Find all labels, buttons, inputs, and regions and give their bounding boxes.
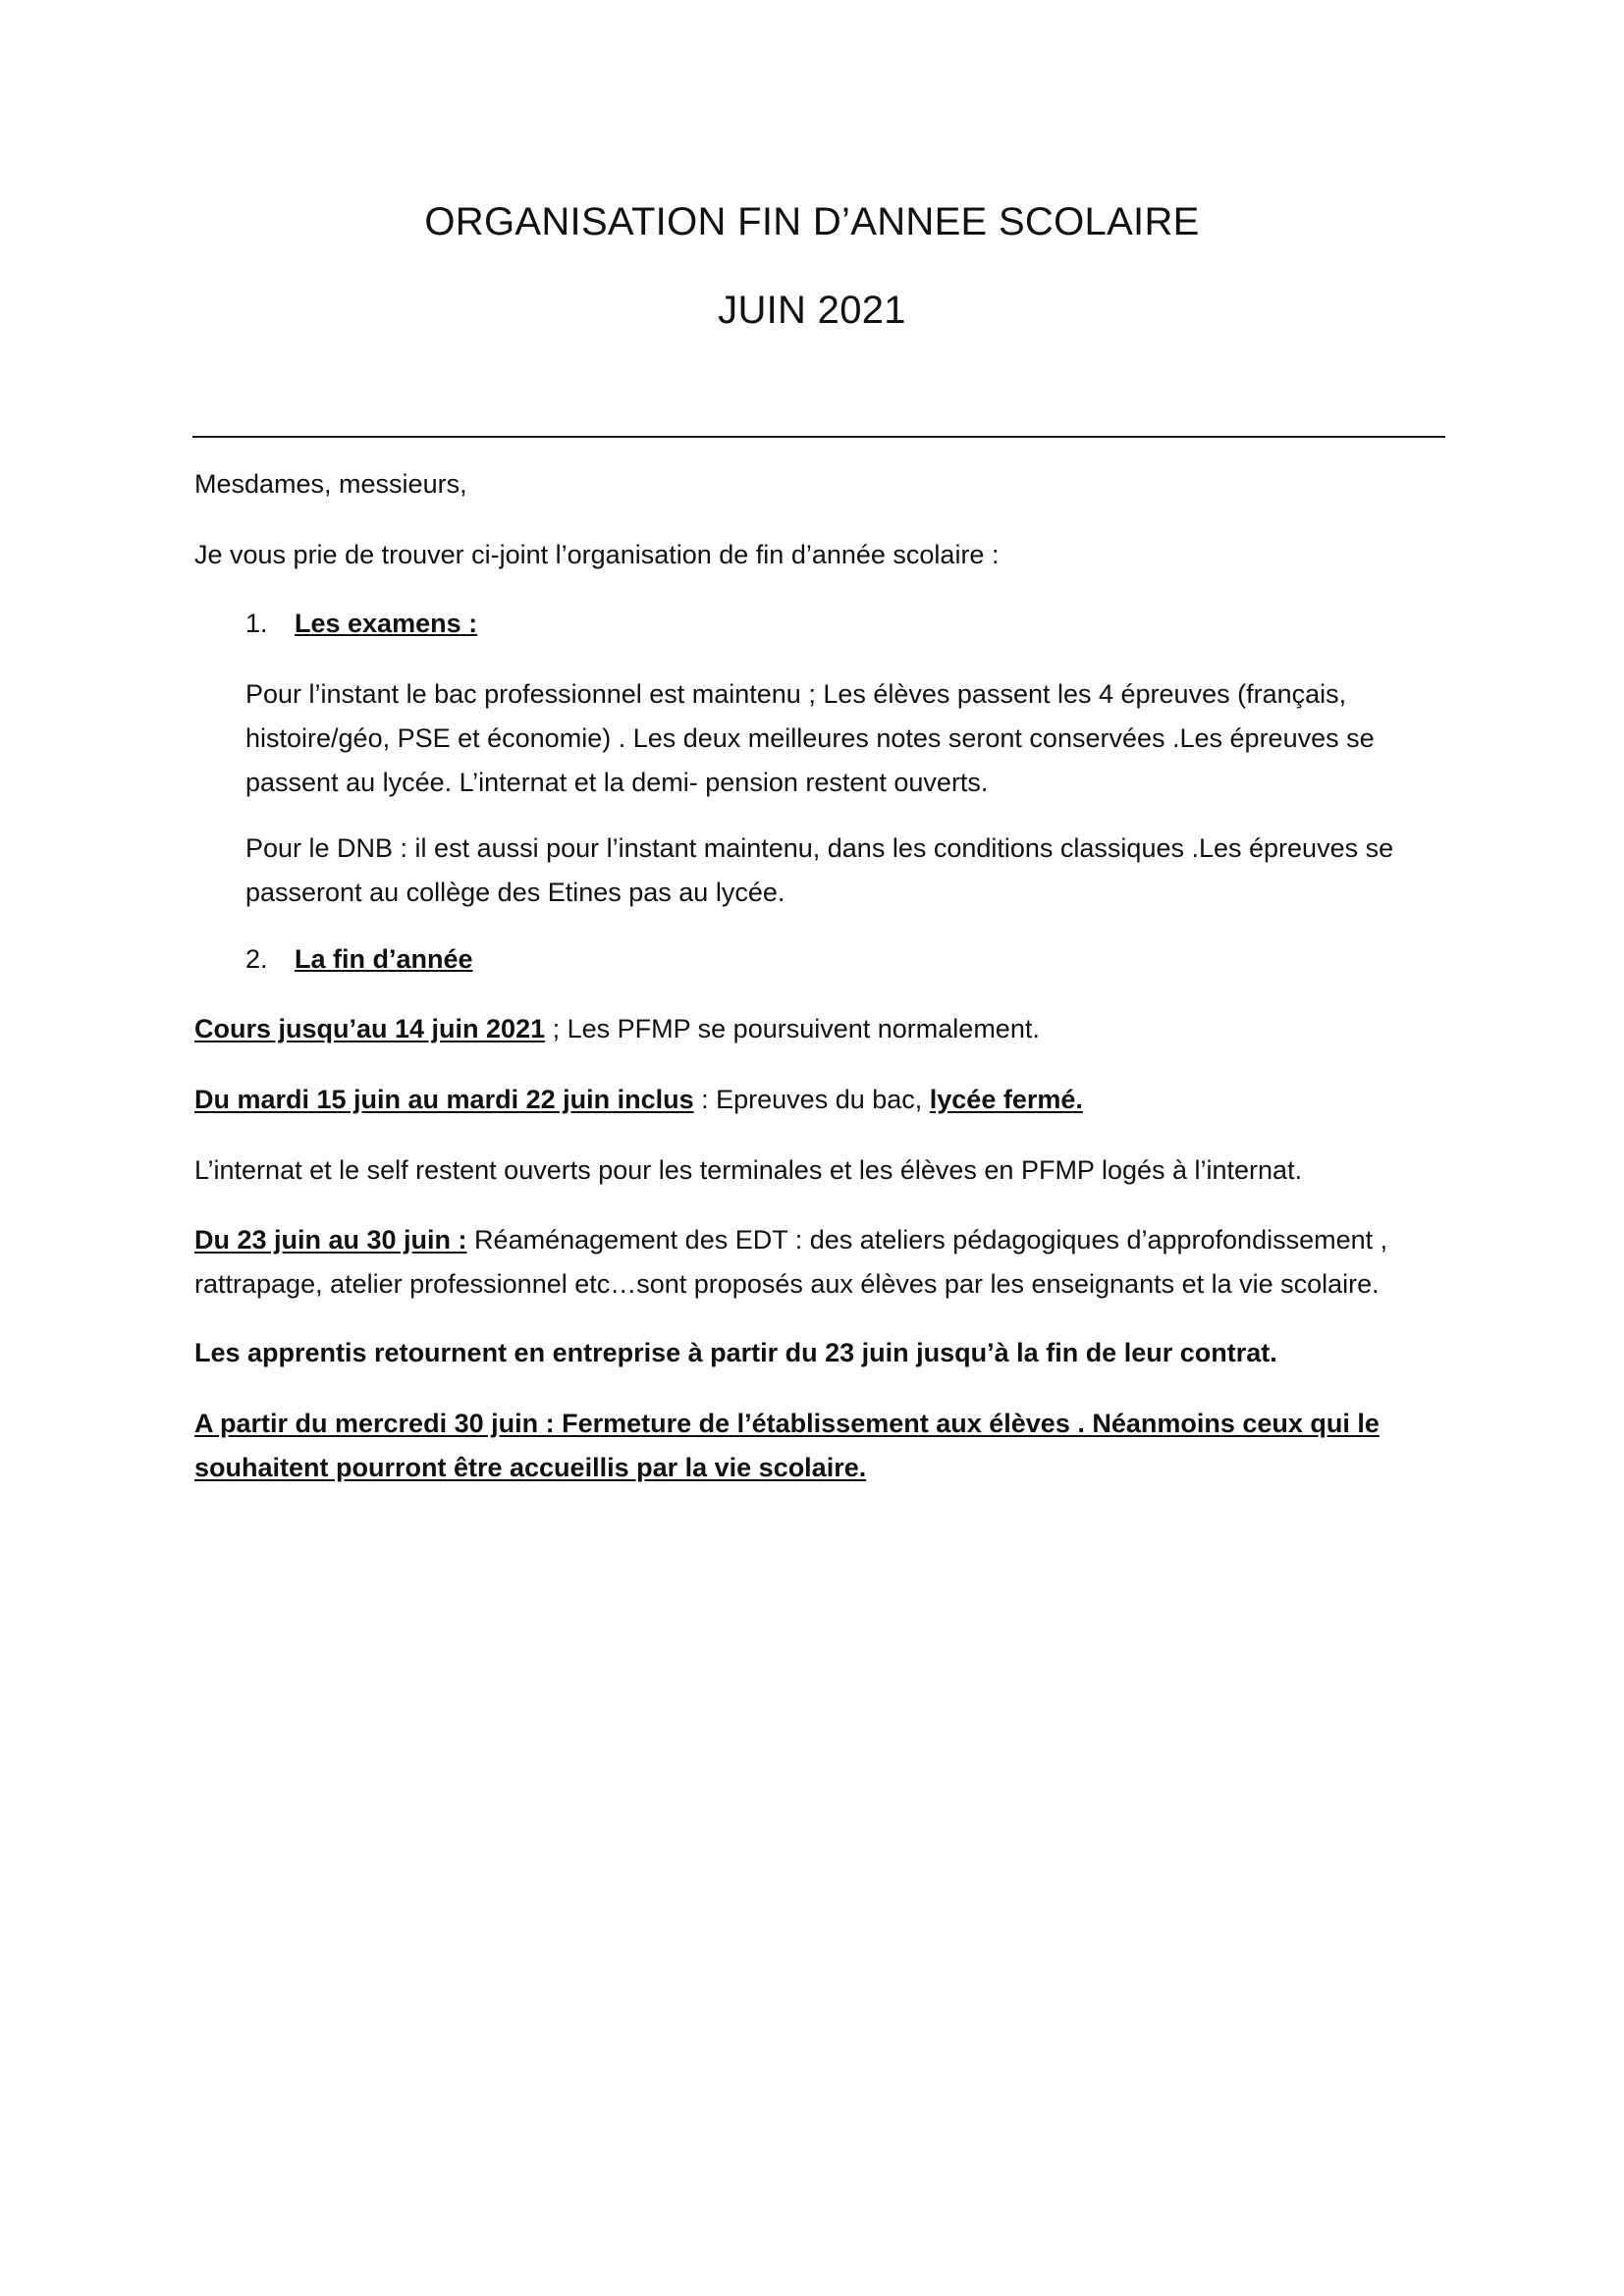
dnb-paragraph <box>245 827 1512 915</box>
dnb-line: Pour le DNB : il est aussi pour l’instant maintenu, dans les conditions classiques .Les épreuves se <box>245 833 1394 863</box>
edt-text: Réaménagement des EDT : des ateliers pédagogiques d’approfondissement , <box>466 1225 1388 1255</box>
edt-line: rattrapage, atelier professionnel etc…sont proposés aux élèves par les enseignants et la vie scolaire. <box>194 1269 1380 1299</box>
section-1-number: 1. <box>245 609 268 638</box>
exams-line: Pour l’instant le bac professionnel est maintenu ; Les élèves passent les 4 épreuves (français, <box>245 679 1347 709</box>
document-title: ORGANISATION FIN D’ANNEE SCOLAIRE <box>424 200 1200 243</box>
exams-line: histoire/géo, PSE et économie) . Les deux meilleures notes seront conservées .Les épreuves se <box>245 723 1375 753</box>
exams-paragraph <box>245 672 1512 805</box>
bac-paragraph <box>194 1078 1461 1122</box>
bac-label: Du mardi 15 juin au mardi 22 juin inclus <box>194 1085 694 1114</box>
section-2-number: 2. <box>245 944 268 974</box>
lycee-ferme-emphasis: lycée fermé. <box>929 1085 1083 1114</box>
fermeture-line: souhaitent pourront être accueillis par la vie scolaire. <box>194 1453 867 1482</box>
edt-label: Du 23 juin au 30 juin : <box>194 1225 467 1255</box>
edt-line <box>194 1218 1461 1262</box>
fermeture-line: A partir du mercredi 30 juin : Fermeture de l’établissement aux élèves . Néanmoins ceux qui le <box>194 1409 1380 1438</box>
salutation: Mesdames, messieurs, <box>194 469 467 499</box>
cours-paragraph <box>194 1007 1461 1051</box>
document-subtitle: JUIN 2021 <box>718 289 906 332</box>
intro-paragraph: Je vous prie de trouver ci-joint l’organisation de fin d’année scolaire : <box>194 540 1000 569</box>
bac-text: : Epreuves du bac, <box>693 1085 930 1114</box>
apprentis-paragraph: Les apprentis retournent en entreprise à partir du 23 juin jusqu’à la fin de leur contrat. <box>194 1338 1277 1367</box>
exams-line: passent au lycée. L’internat et la demi- pension restent ouverts. <box>245 768 989 797</box>
section-2-heading: La fin d’année <box>295 944 473 974</box>
internat-paragraph: L’internat et le self restent ouverts pour les terminales et les élèves en PFMP logés à l’internat. <box>194 1155 1303 1185</box>
edt-paragraph <box>194 1218 1461 1307</box>
section-1-heading: Les examens : <box>295 609 478 638</box>
dnb-line: passeront au collège des Etines pas au lycée. <box>245 878 785 907</box>
horizontal-rule <box>192 436 1445 438</box>
fermeture-paragraph <box>194 1402 1461 1490</box>
cours-text: ; Les PFMP se poursuivent normalement. <box>545 1014 1040 1043</box>
cours-label: Cours jusqu’au 14 juin 2021 <box>194 1014 546 1043</box>
